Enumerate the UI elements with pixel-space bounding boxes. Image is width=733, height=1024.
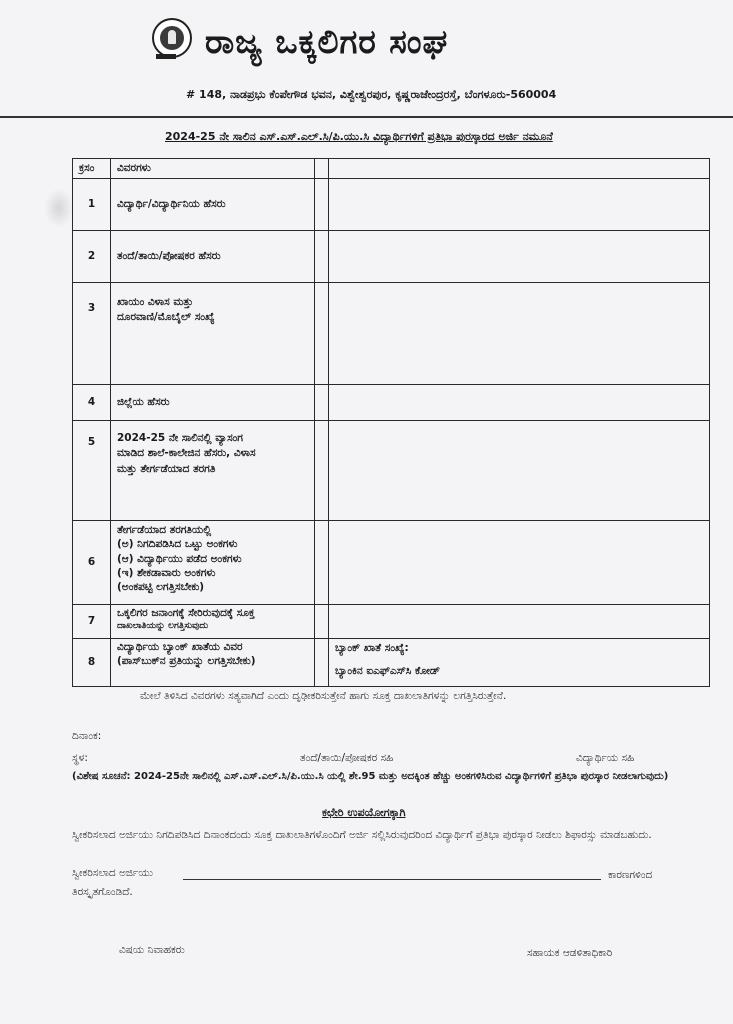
table-row bbox=[73, 283, 710, 385]
row-number: 2 bbox=[73, 231, 111, 283]
label-line: (ಅಂಕಪಟ್ಟಿ ಲಗತ್ತಿಸಬೇಕು) bbox=[117, 580, 205, 593]
table-row bbox=[73, 521, 710, 605]
label-line: (ಆ) ವಿದ್ಯಾರ್ಥಿಯು ಪಡೆದ ಅಂಕಗಳು bbox=[117, 552, 242, 565]
office-use-text: ಸ್ವೀಕರಿಸಲಾದ ಅರ್ಜಿಯು ನಿಗದಿಪಡಿಸಿದ ದಿನಾಂಕದಂದು ಸೂಕ್ತ ದಾಖಲಾತಿಗಳೊಂದಿಗೆ ಅರ್ಜಿ ಸಲ್ಲಿಸಿರುವುದರಿಂದ ವಿದ್ಯಾರ್ಥಿಗೆ ಪ್ರತಿಭಾ ಪುರಸ್ಕಾರ ನೀಡಲು ಶಿಫಾರಸ್ಸು ಮಾಡಬಹುದು. bbox=[72, 829, 652, 841]
separator-cell bbox=[315, 639, 329, 687]
organization-title: ರಾಜ್ಯ ಒಕ್ಕಲಿಗರ ಸಂಘ bbox=[205, 22, 449, 61]
row-number: 1 bbox=[73, 179, 111, 231]
row-number: 8 bbox=[73, 639, 111, 687]
student-name-field[interactable] bbox=[329, 179, 710, 231]
table-row bbox=[73, 179, 710, 231]
row-label bbox=[111, 385, 315, 421]
row-label bbox=[111, 231, 315, 283]
separator-cell bbox=[315, 605, 329, 639]
label-line: (ಇ) ಶೇಕಡಾವಾರು ಅಂಕಗಳು bbox=[117, 566, 216, 579]
label-line: ಖಾಯಂ ವಿಳಾಸ ಮತ್ತು bbox=[117, 296, 194, 309]
application-table bbox=[72, 158, 710, 687]
separator-cell bbox=[315, 283, 329, 385]
value-column-header bbox=[329, 159, 710, 179]
details-column-header: ವಿವರಗಳು bbox=[111, 159, 315, 179]
row-label bbox=[111, 421, 315, 521]
row-label bbox=[111, 521, 315, 605]
sangha-logo-icon bbox=[152, 18, 192, 58]
row-label bbox=[111, 179, 315, 231]
place-label: ಸ್ಥಳ: bbox=[72, 752, 88, 764]
row-label bbox=[111, 639, 315, 687]
label-line: ತಂದೆ/ತಾಯಿ/ಪೋಷಕರ ಹೆಸರು bbox=[117, 250, 221, 263]
rejection-reason-line[interactable] bbox=[183, 879, 601, 880]
rejection-label: ಸ್ವೀಕರಿಸಲಾದ ಅರ್ಜಿಯು bbox=[72, 867, 153, 879]
caste-document-field[interactable] bbox=[329, 605, 710, 639]
table-row bbox=[73, 605, 710, 639]
school-college-field[interactable] bbox=[329, 421, 710, 521]
separator-cell bbox=[315, 231, 329, 283]
label-line: ಒಕ್ಕಲಿಗರ ಜನಾಂಗಕ್ಕೆ ಸೇರಿರುವುದಕ್ಕೆ ಸೂಕ್ತ bbox=[117, 607, 255, 620]
form-title: 2024-25 ನೇ ಸಾಲಿನ ಎಸ್.ಎಸ್.ಎಲ್.ಸಿ/ಪಿ.ಯು.ಸಿ ವಿದ್ಯಾರ್ಥಿಗಳಿಗೆ ಪ್ರತಿಭಾ ಪುರಸ್ಕಾರದ ಅರ್ಜಿ ನಮೂನೆ bbox=[165, 130, 553, 143]
row-number: 6 bbox=[73, 521, 111, 605]
label-line: ದೂರವಾಣಿ/ಮೊಬೈಲ್ ಸಂಖ್ಯೆ bbox=[117, 311, 215, 324]
table-row bbox=[73, 639, 710, 687]
separator-cell bbox=[315, 385, 329, 421]
district-field[interactable] bbox=[329, 385, 710, 421]
case-worker-signature: ವಿಷಯ ನಿವಾಹಕರು bbox=[119, 944, 185, 956]
label-line: (ಅ) ನಿಗದಿಪಡಿಸಿದ ಒಟ್ಟು ಅಂಕಗಳು bbox=[117, 538, 238, 551]
bank-account-label: ಬ್ಯಾಂಕ್ ಖಾತೆ ಸಂಖ್ಯೆ: bbox=[335, 642, 409, 655]
organization-address: # 148, ನಾಡಪ್ರಭು ಕೆಂಪೇಗೌಡ ಭವನ, ವಿಶ್ವೇಶ್ವರಪುರ, ಕೃಷ್ಣರಾಜೇಂದ್ರರಸ್ತೆ, ಬೆಂಗಳೂರು-560004 bbox=[186, 88, 557, 101]
label-line: ಮಾಡಿದ ಶಾಲೆ-ಕಾಲೇಜಿನ ಹೆಸರು, ವಿಳಾಸ bbox=[117, 447, 256, 460]
reasons-label: ಕಾರಣಗಳಿಂದ bbox=[608, 869, 653, 881]
label-line: ತೇರ್ಗಡೆಯಾದ ತರಗತಿಯಲ್ಲಿ bbox=[117, 524, 212, 537]
table-row bbox=[73, 231, 710, 283]
row-number: 7 bbox=[73, 605, 111, 639]
row-number: 4 bbox=[73, 385, 111, 421]
date-label: ದಿನಾಂಕ: bbox=[72, 730, 102, 742]
student-signature-label: ವಿದ್ಯಾರ್ಥಿಯ ಸಹಿ bbox=[576, 752, 635, 764]
label-line: (ಪಾಸ್‌ಬುಕ್‌ನ ಪ್ರತಿಯನ್ನು ಲಗತ್ತಿಸಬೇಕು) bbox=[117, 655, 256, 668]
ifsc-label: ಬ್ಯಾಂಕಿನ ಐಎಫ್‌ಎಸ್‌ಸಿ ಕೋಡ್ bbox=[335, 665, 440, 678]
special-note: (ವಿಶೇಷ ಸೂಚನೆ: 2024-25ನೇ ಸಾಲಿನಲ್ಲಿ ಎಸ್.ಎಸ್.ಎಲ್.ಸಿ/ಪಿ.ಯು.ಸಿ ಯಲ್ಲಿ ಶೇ.95 ಮತ್ತು ಅದಕ್ಕಿಂತ ಹೆಚ್ಚು ಅಂಕಗಳಿಸಿರುವ ವಿದ್ಯಾರ್ಥಿಗಳಿಗೆ ಪ್ರತಿಭಾ ಪುರಸ್ಕಾರ ನೀಡಲಾಗುವುದು) bbox=[72, 771, 669, 782]
assistant-administrator-signature: ಸಹಾಯಕ ಆಡಳಿತಾಧಿಕಾರಿ bbox=[527, 947, 613, 959]
marks-field[interactable] bbox=[329, 521, 710, 605]
serial-column-header: ಕ್ರಸಂ bbox=[73, 159, 111, 179]
label-line: ಜಿಲ್ಲೆಯ ಹೆಸರು bbox=[117, 396, 170, 409]
parent-signature-label: ತಂದೆ/ತಾಯಿ/ಪೋಷಕರ ಸಹಿ bbox=[300, 752, 394, 764]
label-line: 2024-25 ನೇ ಸಾಲಿನಲ್ಲಿ ವ್ಯಾಸಂಗ bbox=[117, 432, 243, 445]
declaration-text: ಮೇಲೆ ತಿಳಿಸಿದ ವಿವರಗಳು ಸತ್ಯವಾಗಿದೆ ಎಂದು ದೃಢೀಕರಿಸುತ್ತೇನೆ ಹಾಗು ಸೂಕ್ತ ದಾಖಲಾತಿಗಳನ್ನು ಲಗತ್ತಿಸಿರುತ್ತೇನೆ. bbox=[140, 690, 507, 702]
separator-cell bbox=[315, 521, 329, 605]
header-divider bbox=[0, 116, 733, 118]
table-header-row bbox=[73, 159, 710, 179]
label-line: ವಿದ್ಯಾರ್ಥಿಯ ಬ್ಯಾಂಕ್ ಖಾತೆಯ ವಿವರ bbox=[117, 641, 243, 654]
table-row bbox=[73, 385, 710, 421]
separator-cell bbox=[315, 159, 329, 179]
label-line: ಮತ್ತು ತೇರ್ಗಡೆಯಾದ ತರಗತಿ bbox=[117, 462, 216, 475]
bank-details-field[interactable] bbox=[329, 639, 710, 687]
row-label bbox=[111, 283, 315, 385]
separator-cell bbox=[315, 179, 329, 231]
table-row bbox=[73, 421, 710, 521]
office-use-heading: ಕಛೇರಿ ಉಪಯೋಗಕ್ಕಾಗಿ bbox=[322, 806, 406, 819]
label-line: ವಿದ್ಯಾರ್ಥಿ/ವಿದ್ಯಾರ್ಥಿನಿಯ ಹೆಸರು bbox=[117, 198, 226, 211]
parent-name-field[interactable] bbox=[329, 231, 710, 283]
logo-lamp-icon bbox=[168, 30, 176, 44]
row-number: 5 bbox=[73, 421, 111, 521]
row-number: 3 bbox=[73, 283, 111, 385]
label-line: ದಾಖಲಾತಿಯನ್ನು ಲಗತ್ತಿಸುವುದು bbox=[117, 621, 209, 632]
rejected-label: ತಿರಸ್ಕೃತಗೊಂಡಿದೆ. bbox=[72, 886, 133, 898]
scan-smudge bbox=[44, 188, 74, 228]
separator-cell bbox=[315, 421, 329, 521]
logo-base bbox=[156, 54, 176, 59]
row-label bbox=[111, 605, 315, 639]
address-phone-field[interactable] bbox=[329, 283, 710, 385]
